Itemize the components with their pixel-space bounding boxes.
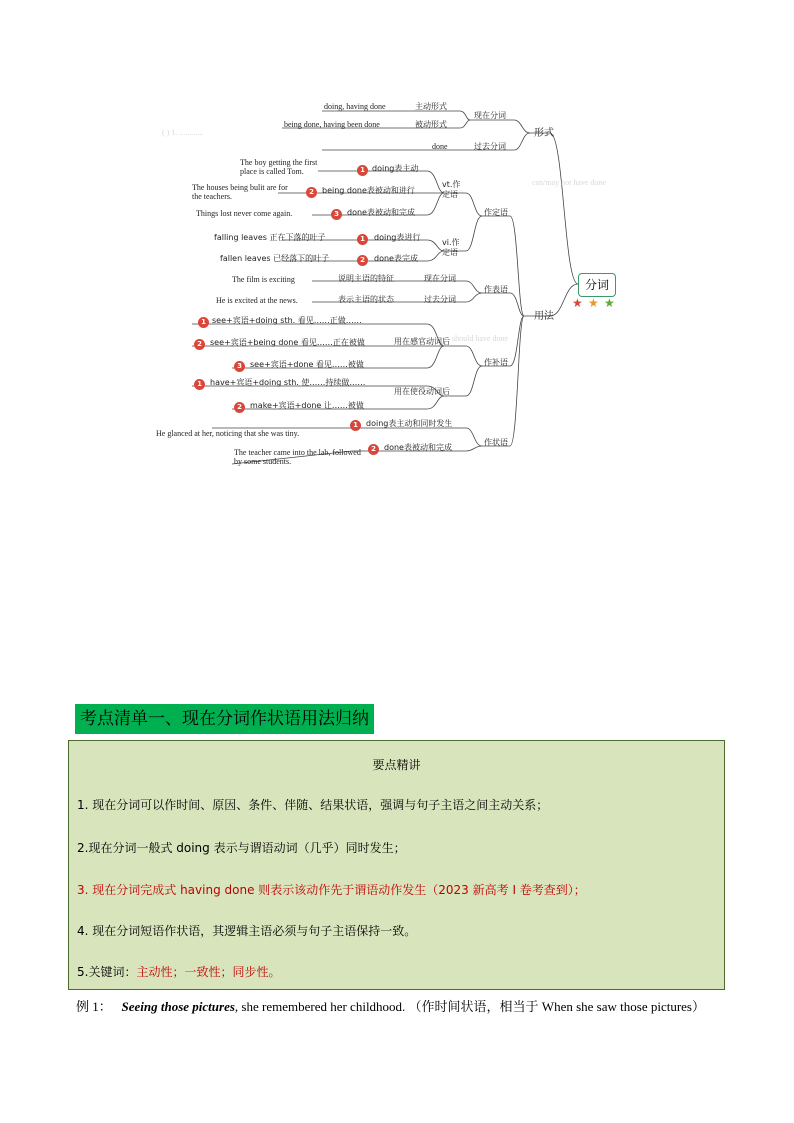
attributive-label: 作定语 bbox=[484, 208, 508, 217]
star-icon: ★ bbox=[588, 296, 599, 310]
complement-label: 作补语 bbox=[484, 358, 508, 367]
adverbial-label: 作状语 bbox=[484, 438, 508, 447]
num-badge: 2 bbox=[368, 444, 379, 455]
num-badge: 2 bbox=[194, 339, 205, 350]
pred-tag: 现在分词 bbox=[424, 274, 456, 283]
attr-item-example: Things lost never come again. bbox=[196, 209, 293, 218]
adv-item-example: The teacher came into the lab, followed by some students. bbox=[234, 448, 361, 466]
vi-item-example: fallen leaves 已经落下的叶子 bbox=[220, 254, 330, 263]
attr-item-label: being done表被动和进行 bbox=[322, 186, 415, 195]
vt-attr-label: vt.作定语 bbox=[442, 180, 461, 199]
vi-attr-label: vi.作定语 bbox=[442, 238, 460, 257]
num-badge: 1 bbox=[357, 165, 368, 176]
done-form: done bbox=[432, 142, 448, 151]
mindmap-root: 分词 bbox=[578, 273, 616, 297]
attr-item-label: doing表主动 bbox=[372, 164, 419, 173]
present-participle-label: 现在分词 bbox=[474, 111, 506, 120]
passive-form-label: 被动形式 bbox=[415, 120, 447, 129]
pred-example: The film is exciting bbox=[232, 275, 295, 284]
perception-item: see+宾语+done 看见……被做 bbox=[250, 360, 364, 369]
num-badge: 1 bbox=[198, 317, 209, 328]
faint-bg-text: should have done bbox=[452, 334, 508, 343]
point-1: 1. 现在分词可以作时间、原因、条件、伴随、结果状语，强调与句子主语之间主动关系； bbox=[77, 798, 549, 812]
example-phrase: Seeing those pictures bbox=[121, 999, 235, 1014]
num-badge: 3 bbox=[234, 361, 245, 372]
causative-item: make+宾语+done 让……被做 bbox=[250, 401, 364, 410]
causative-label: 用在使役动词后 bbox=[394, 387, 450, 396]
adv-item-label: doing表主动和同时发生 bbox=[366, 419, 453, 428]
vi-item-example: falling leaves 正在下落的叶子 bbox=[214, 233, 326, 242]
faint-bg-text: can/may not have done bbox=[532, 178, 606, 187]
point-4: 4. 现在分词短语作状语，其逻辑主语必须与句子主语保持一致。 bbox=[77, 924, 417, 938]
pred-tag: 过去分词 bbox=[424, 295, 456, 304]
num-badge: 1 bbox=[350, 420, 361, 431]
attr-item-example: The boy getting the first place is called Tom. bbox=[240, 158, 318, 176]
keywords: 主动性；一致性；同步性。 bbox=[136, 965, 281, 979]
pred-example: He is excited at the news. bbox=[216, 296, 298, 305]
example-rest: , she remembered her childhood. （作时间状语，相当于 When she saw those pictures） bbox=[234, 999, 705, 1014]
example-prefix: 例 1： bbox=[76, 999, 112, 1014]
doing-having-done: doing, having done bbox=[324, 102, 386, 111]
star-icon: ★ bbox=[572, 296, 583, 310]
branch-usage: 用法 bbox=[534, 311, 554, 322]
vi-item-label: done表完成 bbox=[374, 254, 418, 263]
num-badge: 1 bbox=[357, 234, 368, 245]
num-badge: 1 bbox=[194, 379, 205, 390]
point-3: 3. 现在分词完成式 having done 则表示该动作先于谓语动作发生（2023 新高考 I 卷考查到）； bbox=[77, 883, 586, 897]
branch-form: 形式 bbox=[534, 128, 554, 139]
section-title: 考点清单一、现在分词作状语用法归纳 bbox=[75, 704, 374, 734]
box-heading: 要点精讲 bbox=[372, 758, 421, 772]
num-badge: 2 bbox=[357, 255, 368, 266]
causative-item: have+宾语+doing sth. 使……持续做…… bbox=[210, 378, 366, 387]
vi-item-label: doing表进行 bbox=[374, 233, 421, 242]
num-badge: 3 bbox=[331, 209, 342, 220]
participle-mindmap bbox=[152, 98, 618, 468]
active-form-label: 主动形式 bbox=[415, 102, 447, 111]
attr-item-example: The houses being bulit are for the teachers. bbox=[192, 183, 288, 201]
example-1 bbox=[76, 995, 721, 1018]
adv-item-example: He glanced at her, noticing that she was tiny. bbox=[156, 429, 300, 438]
pred-label: 表示主语的状态 bbox=[338, 295, 394, 304]
num-badge: 2 bbox=[306, 187, 317, 198]
adv-item-label: done表被动和完成 bbox=[384, 443, 452, 452]
faint-bg-text: ( ) 1. ............ bbox=[162, 128, 204, 137]
star-icon: ★ bbox=[604, 296, 615, 310]
perception-item: see+宾语+doing sth. 看见……正做…… bbox=[212, 316, 362, 325]
num-badge: 2 bbox=[234, 402, 245, 413]
perception-label: 用在感官动词后 bbox=[394, 337, 450, 346]
perception-item: see+宾语+being done 看见……正在被做 bbox=[210, 338, 365, 347]
being-done-forms: being done, having been done bbox=[284, 120, 380, 129]
key-points-box bbox=[68, 740, 725, 990]
pred-label: 说明主语的特征 bbox=[338, 274, 394, 283]
past-participle-label: 过去分词 bbox=[474, 142, 506, 151]
attr-item-label: done表被动和完成 bbox=[347, 208, 415, 217]
keywords-label: 5.关键词： bbox=[77, 965, 137, 979]
predicative-label: 作表语 bbox=[484, 285, 508, 294]
point-5 bbox=[77, 963, 280, 980]
point-2: 2.现在分词一般式 doing 表示与谓语动词（几乎）同时发生； bbox=[77, 841, 406, 855]
